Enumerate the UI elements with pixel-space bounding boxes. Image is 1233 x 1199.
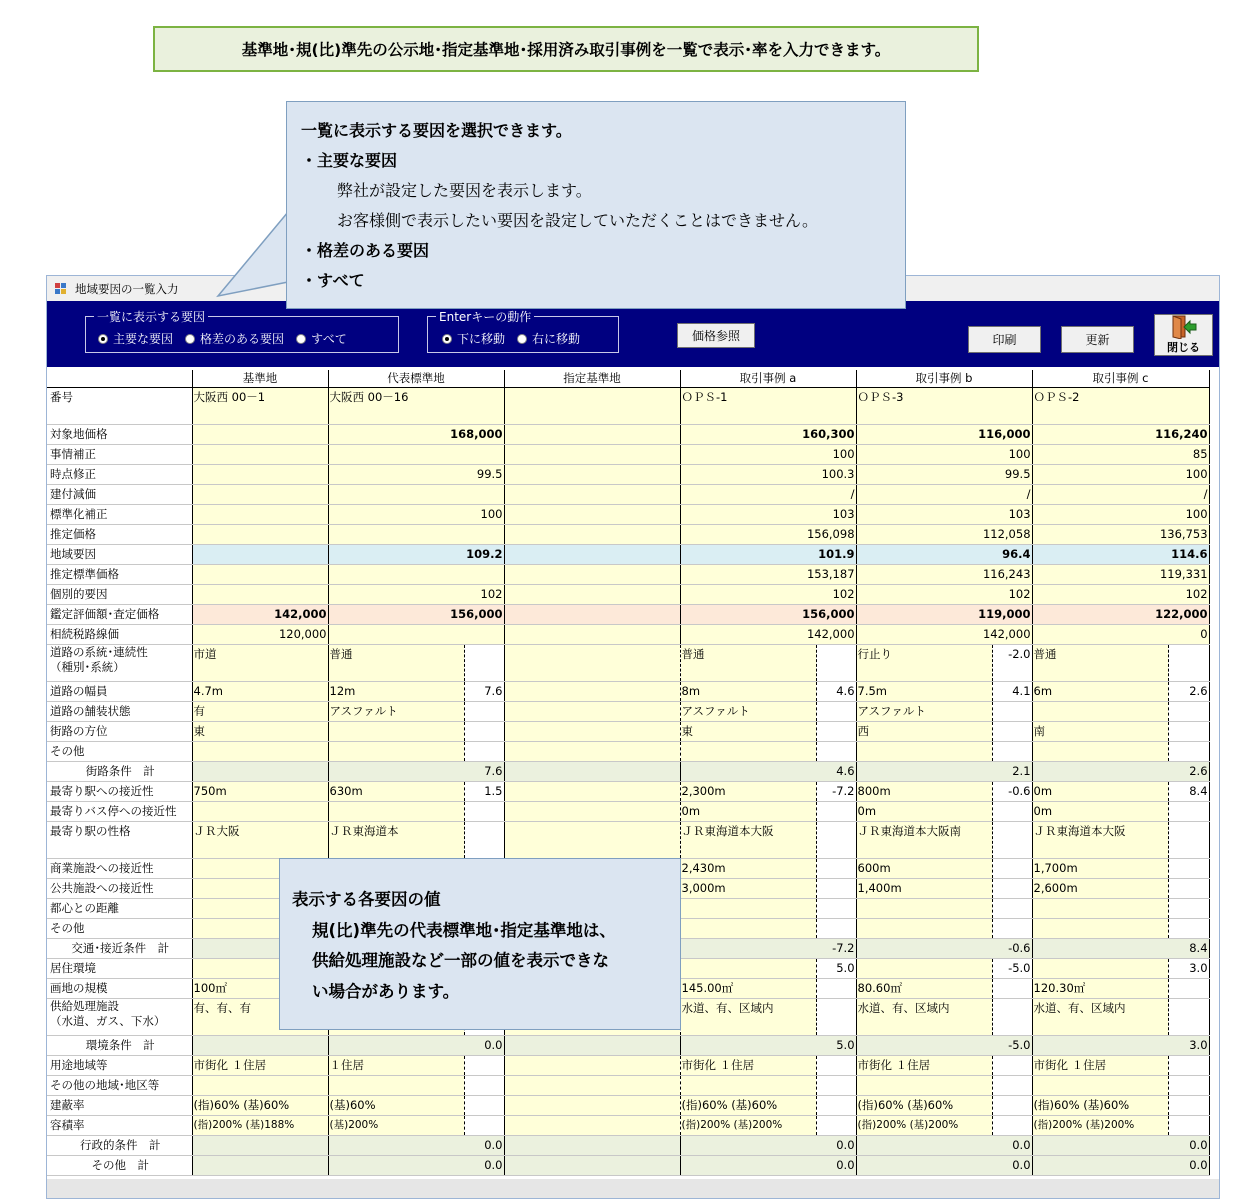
row-label: 都心との距離 xyxy=(47,899,192,919)
row-label: 交通･接近条件 計 xyxy=(47,939,192,959)
enter-key-label: Enterキーの動作 xyxy=(436,308,534,325)
rate-cell[interactable]: 1.5 xyxy=(464,782,504,802)
col-header: 代表標準地 xyxy=(328,370,504,388)
cell[interactable]: 100 xyxy=(1032,505,1209,525)
total-cell: 0.0 xyxy=(328,1136,504,1156)
cell[interactable]: 102 xyxy=(328,585,504,605)
cell[interactable]: 116,000 xyxy=(856,425,1032,445)
row-label: 道路の系統･連続性 （種別･系統） xyxy=(47,645,192,682)
table-row xyxy=(47,525,1209,545)
cell[interactable]: 96.4 xyxy=(856,545,1032,565)
rate-cell[interactable]: 4.6 xyxy=(816,682,856,702)
total-cell: 0.0 xyxy=(1032,1156,1209,1176)
factor-select-callout xyxy=(286,101,906,309)
cell[interactable]: アスファルト xyxy=(328,702,464,722)
cell[interactable]: ＯＰＳ-1 xyxy=(680,388,856,425)
cell[interactable]: ＪＲ東海道本大阪南 xyxy=(856,822,992,859)
table-row xyxy=(47,702,1209,722)
table-row xyxy=(47,1036,1209,1056)
rate-cell[interactable] xyxy=(1168,645,1209,682)
cell[interactable]: 153,187 xyxy=(680,565,856,585)
cell[interactable]: 120,000 xyxy=(192,625,328,645)
cell[interactable]: 80.60㎡ xyxy=(856,979,992,999)
window xyxy=(46,275,1220,1199)
total-cell: -0.6 xyxy=(856,939,1032,959)
callout-line: お客様側で表示したい要因を設定していただくことはできません。 xyxy=(337,211,818,230)
cell[interactable]: アスファルト xyxy=(680,702,816,722)
table-row xyxy=(47,545,1209,565)
total-cell: 3.0 xyxy=(1032,1036,1209,1056)
cell[interactable]: ＪＲ東海道本 xyxy=(328,822,464,859)
total-cell: 4.6 xyxy=(680,762,856,782)
factor-display-label: 一覧に表示する要因 xyxy=(94,308,208,325)
rate-cell[interactable]: -5.0 xyxy=(992,959,1032,979)
radio-empty-icon xyxy=(296,334,306,344)
close-button[interactable] xyxy=(1154,314,1213,356)
rate-cell[interactable]: -0.6 xyxy=(992,782,1032,802)
callout-line: 弊社が設定した要因を表示します。 xyxy=(337,181,592,200)
cell[interactable]: 0m xyxy=(1032,802,1168,822)
cell[interactable]: 0 xyxy=(1032,625,1209,645)
values-callout xyxy=(279,858,681,1030)
table-row xyxy=(47,445,1209,465)
rate-cell[interactable] xyxy=(464,645,504,682)
cell[interactable]: 136,753 xyxy=(1032,525,1209,545)
cell[interactable]: 101.9 xyxy=(680,545,856,565)
cell[interactable]: 4.7m xyxy=(192,682,328,702)
radio-all-factors[interactable]: すべて xyxy=(296,330,347,347)
table-row xyxy=(47,1056,1209,1076)
cell[interactable]: 西 xyxy=(856,722,992,742)
cell[interactable]: 1,400m xyxy=(856,879,992,899)
table-row xyxy=(47,682,1209,702)
table-row xyxy=(47,485,1209,505)
total-cell: 0.0 xyxy=(1032,1136,1209,1156)
cell[interactable]: 109.2 xyxy=(328,545,504,565)
rate-cell[interactable]: 4.1 xyxy=(992,682,1032,702)
row-label: その他 xyxy=(47,742,192,762)
table-row xyxy=(47,585,1209,605)
cell[interactable]: 市街化 １住居 xyxy=(856,1056,992,1076)
cell[interactable]: (指)60% (基)60% xyxy=(680,1096,816,1116)
cell[interactable]: 0m xyxy=(1032,782,1168,802)
total-cell: 0.0 xyxy=(328,1156,504,1176)
cell[interactable]: 142,000 xyxy=(856,625,1032,645)
row-label: 建付減価 xyxy=(47,485,192,505)
cell[interactable]: (基)200% xyxy=(328,1116,464,1136)
total-cell: 2.6 xyxy=(1032,762,1209,782)
cell[interactable]: 142,000 xyxy=(680,625,856,645)
total-cell: 2.1 xyxy=(856,762,1032,782)
cell[interactable]: 120.30㎡ xyxy=(1032,979,1168,999)
print-button[interactable]: 印刷 xyxy=(968,326,1041,353)
cell[interactable]: 3,000m xyxy=(680,879,816,899)
table-row xyxy=(47,505,1209,525)
cell[interactable]: 2,300m xyxy=(680,782,816,802)
row-label: 相続税路線価 xyxy=(47,625,192,645)
table-row xyxy=(47,1096,1209,1116)
row-label: 街路の方位 xyxy=(47,722,192,742)
cell[interactable]: 99.5 xyxy=(328,465,504,485)
cell[interactable]: 102 xyxy=(1032,585,1209,605)
table-row xyxy=(47,645,1209,682)
grid-header-row xyxy=(47,370,1209,388)
cell[interactable]: 85 xyxy=(1032,445,1209,465)
cell[interactable]: 水道、有、区域内 xyxy=(856,999,992,1036)
callout-line: い場合があります。 xyxy=(312,981,460,1001)
cell[interactable]: 普通 xyxy=(680,645,816,682)
cell[interactable]: 142,000 xyxy=(192,605,328,625)
table-row xyxy=(47,465,1209,485)
cell[interactable]: 103 xyxy=(680,505,856,525)
table-row xyxy=(47,722,1209,742)
cell[interactable]: 水道、有、区域内 xyxy=(1032,999,1168,1036)
cell[interactable]: 103 xyxy=(856,505,1032,525)
cell[interactable]: 東 xyxy=(192,722,328,742)
horizontal-scrollbar[interactable] xyxy=(47,1179,1219,1199)
cell[interactable]: 普通 xyxy=(328,645,464,682)
callout-line: 一覧に表示する要因を選択できます。 xyxy=(301,121,572,140)
cell[interactable]: 102 xyxy=(680,585,856,605)
cell[interactable]: 大阪西 00－16 xyxy=(328,388,504,425)
row-label: 用途地域等 xyxy=(47,1056,192,1076)
cell[interactable]: 100.3 xyxy=(680,465,856,485)
cell[interactable]: 6m xyxy=(1032,682,1168,702)
close-label: 閉じる xyxy=(1167,341,1200,354)
row-label: 標準化補正 xyxy=(47,505,192,525)
row-label: 道路の幅員 xyxy=(47,682,192,702)
row-label: 商業施設への接近性 xyxy=(47,859,192,879)
cell[interactable] xyxy=(192,425,328,445)
cell[interactable]: アスファルト xyxy=(856,702,992,722)
cell[interactable]: 116,240 xyxy=(1032,425,1209,445)
cell[interactable]: 0m xyxy=(680,802,816,822)
app-icon xyxy=(55,283,67,295)
factor-display-group xyxy=(85,310,399,353)
cell[interactable]: 114.6 xyxy=(1032,545,1209,565)
rate-cell[interactable]: 5.0 xyxy=(816,959,856,979)
row-label: 最寄り駅への接近性 xyxy=(47,782,192,802)
row-label: 道路の舗装状態 xyxy=(47,702,192,722)
cell[interactable]: / xyxy=(1032,485,1209,505)
cell[interactable]: 有、有、有 xyxy=(192,999,328,1036)
callout-line: 供給処理施設など一部の値を表示できな xyxy=(312,951,609,970)
radio-empty-icon xyxy=(185,334,195,344)
enter-key-group xyxy=(427,310,619,353)
radio-selected-icon xyxy=(98,334,108,344)
cell[interactable]: 168,000 xyxy=(328,425,504,445)
cell[interactable]: 156,098 xyxy=(680,525,856,545)
row-label: 地域要因 xyxy=(47,545,192,565)
rate-cell[interactable]: -2.0 xyxy=(992,645,1032,682)
callout-line: ・すべて xyxy=(301,271,365,290)
cell[interactable]: 市街化 １住居 xyxy=(192,1056,328,1076)
cell[interactable] xyxy=(504,425,680,445)
cell[interactable]: (指)200% (基)200% xyxy=(856,1116,992,1136)
table-row xyxy=(47,1076,1209,1096)
cell[interactable]: 1,700m xyxy=(1032,859,1168,879)
cell[interactable]: 122,000 xyxy=(1032,605,1209,625)
rate-cell[interactable]: 7.6 xyxy=(464,682,504,702)
callout-line: 表示する各要因の値 xyxy=(292,890,441,909)
cell[interactable]: 160,300 xyxy=(680,425,856,445)
radio-selected-icon xyxy=(442,334,452,344)
cell[interactable]: 100 xyxy=(328,505,504,525)
cell[interactable]: 600m xyxy=(856,859,992,879)
cell[interactable]: (指)60% (基)60% xyxy=(192,1096,328,1116)
cell[interactable]: 100 xyxy=(680,445,856,465)
cell[interactable]: 2,430m xyxy=(680,859,816,879)
cell[interactable]: 南 xyxy=(1032,722,1168,742)
cell[interactable]: ＯＰＳ-3 xyxy=(856,388,1032,425)
table-row xyxy=(47,782,1209,802)
table-row xyxy=(47,762,1209,782)
update-button[interactable]: 更新 xyxy=(1061,326,1134,353)
col-header: 取引事例 b xyxy=(856,370,1032,388)
row-label: 街路条件 計 xyxy=(47,762,192,782)
cell[interactable]: / xyxy=(680,485,856,505)
cell[interactable]: 630m xyxy=(328,782,464,802)
total-cell: 8.4 xyxy=(1032,939,1209,959)
callout-line: 規(比)準先の代表標準地･指定基準地は、 xyxy=(312,920,616,940)
cell[interactable]: (基)60% xyxy=(328,1096,464,1116)
cell[interactable]: 800m xyxy=(856,782,992,802)
rate-cell[interactable] xyxy=(816,645,856,682)
cell[interactable]: 119,331 xyxy=(1032,565,1209,585)
cell[interactable]: 100 xyxy=(856,445,1032,465)
row-label: 個別的要因 xyxy=(47,585,192,605)
cell[interactable]: 7.5m xyxy=(856,682,992,702)
rate-cell[interactable]: 3.0 xyxy=(1168,959,1209,979)
rate-cell[interactable]: -7.2 xyxy=(816,782,856,802)
row-label: 居住環境 xyxy=(47,959,192,979)
rate-cell[interactable]: 2.6 xyxy=(1168,682,1209,702)
cell[interactable]: 市街化 １住居 xyxy=(680,1056,816,1076)
cell[interactable]: 99.5 xyxy=(856,465,1032,485)
row-label: 最寄りバス停への接近性 xyxy=(47,802,192,822)
col-header: 指定基準地 xyxy=(504,370,680,388)
cell[interactable]: 750m xyxy=(192,782,328,802)
cell[interactable]: / xyxy=(856,485,1032,505)
cell[interactable]: ＪＲ東海道本大阪 xyxy=(1032,822,1168,859)
table-row xyxy=(47,822,1209,859)
cell[interactable]: ＯＰＳ-2 xyxy=(1032,388,1209,425)
cell[interactable]: 市街化 １住居 xyxy=(1032,1056,1168,1076)
cell[interactable]: 156,000 xyxy=(328,605,504,625)
col-header: 取引事例 c xyxy=(1032,370,1209,388)
row-label: 推定標準価格 xyxy=(47,565,192,585)
callout-line: ・主要な要因 xyxy=(301,151,398,170)
table-row xyxy=(47,388,1209,425)
total-cell: 0.0 xyxy=(856,1156,1032,1176)
cell[interactable]: 12m xyxy=(328,682,464,702)
info-banner: 基準地･規(比)準先の公示地･指定基準地･採用済み取引事例を一覧で表示･率を入力できます。 xyxy=(153,26,979,72)
cell[interactable]: 東 xyxy=(680,722,816,742)
cell[interactable]: 大阪西 00－1 xyxy=(192,388,328,425)
price-reference-button[interactable]: 価格参照 xyxy=(677,323,755,348)
cell[interactable]: (指)200% (基)200% xyxy=(680,1116,816,1136)
cell[interactable]: 100㎡ xyxy=(192,979,328,999)
row-label: 最寄り駅の性格 xyxy=(47,822,192,859)
factor-grid xyxy=(47,370,1210,1176)
cell[interactable]: 市道 xyxy=(192,645,328,682)
cell[interactable]: 普通 xyxy=(1032,645,1168,682)
cell[interactable]: 行止り xyxy=(856,645,992,682)
exit-door-icon xyxy=(1171,315,1197,339)
rate-cell[interactable]: 8.4 xyxy=(1168,782,1209,802)
cell[interactable]: (指)60% (基)60% xyxy=(1032,1096,1168,1116)
cell[interactable]: １住居 xyxy=(328,1056,464,1076)
col-header: 基準地 xyxy=(192,370,328,388)
row-label: 容積率 xyxy=(47,1116,192,1136)
row-label: 時点修正 xyxy=(47,465,192,485)
col-header: 取引事例 a xyxy=(680,370,856,388)
row-label: 公共施設への接近性 xyxy=(47,879,192,899)
radio-move-down[interactable]: 下に移動 xyxy=(442,330,505,347)
row-label: 鑑定評価額･査定価格 xyxy=(47,605,192,625)
row-label: 推定価格 xyxy=(47,525,192,545)
radio-empty-icon xyxy=(517,334,527,344)
callout-tail xyxy=(214,212,294,300)
row-label: その他の地域･地区等 xyxy=(47,1076,192,1096)
cell[interactable]: 2,600m xyxy=(1032,879,1168,899)
row-label: 事情補正 xyxy=(47,445,192,465)
table-row xyxy=(47,802,1209,822)
table-row xyxy=(47,742,1209,762)
cell[interactable]: 8m xyxy=(680,682,816,702)
table-row xyxy=(47,425,1209,445)
cell[interactable]: ＪＲ大阪 xyxy=(192,822,328,859)
cell[interactable]: 100 xyxy=(1032,465,1209,485)
radio-main-factors[interactable]: 主要な要因 xyxy=(98,330,173,347)
cell[interactable]: 119,000 xyxy=(856,605,1032,625)
cell[interactable]: 有 xyxy=(192,702,328,722)
row-label: その他 xyxy=(47,919,192,939)
total-cell: 7.6 xyxy=(328,762,504,782)
row-label: 画地の規模 xyxy=(47,979,192,999)
cell[interactable]: ＪＲ東海道本大阪 xyxy=(680,822,816,859)
cell[interactable]: (指)60% (基)60% xyxy=(856,1096,992,1116)
cell[interactable]: (指)200% (基)188% xyxy=(192,1116,328,1136)
table-row xyxy=(47,1136,1209,1156)
total-cell: 0.0 xyxy=(856,1136,1032,1156)
toolbar xyxy=(47,301,1219,367)
total-cell: 5.0 xyxy=(680,1036,856,1056)
callout-line: ・格差のある要因 xyxy=(301,241,430,260)
row-label: 環境条件 計 xyxy=(47,1036,192,1056)
cell[interactable]: 112,058 xyxy=(856,525,1032,545)
cell[interactable]: 156,000 xyxy=(680,605,856,625)
radio-diff-factors[interactable]: 格差のある要因 xyxy=(185,330,284,347)
row-label: その他 計 xyxy=(47,1156,192,1176)
total-cell: 0.0 xyxy=(680,1136,856,1156)
cell[interactable]: 102 xyxy=(856,585,1032,605)
row-label: 供給処理施設 （水道、ガス、下水） xyxy=(47,999,192,1036)
cell[interactable]: 145.00㎡ xyxy=(680,979,816,999)
cell[interactable]: (指)200% (基)200% xyxy=(1032,1116,1168,1136)
cell[interactable] xyxy=(504,388,680,425)
row-label: 対象地価格 xyxy=(47,425,192,445)
radio-move-right[interactable]: 右に移動 xyxy=(517,330,580,347)
row-label: 番号 xyxy=(47,388,192,425)
table-row xyxy=(47,605,1209,625)
table-row xyxy=(47,1116,1209,1136)
total-cell: -7.2 xyxy=(680,939,856,959)
table-row xyxy=(47,625,1209,645)
cell[interactable]: 水道、有、区域内 xyxy=(680,999,816,1036)
cell[interactable]: 116,243 xyxy=(856,565,1032,585)
cell[interactable]: 0m xyxy=(856,802,992,822)
window-title: 地域要因の一覧入力 xyxy=(75,281,179,296)
table-row xyxy=(47,565,1209,585)
row-label: 行政的条件 計 xyxy=(47,1136,192,1156)
total-cell: 0.0 xyxy=(680,1156,856,1176)
row-label: 建蔽率 xyxy=(47,1096,192,1116)
total-cell: 0.0 xyxy=(328,1036,504,1056)
total-cell: -5.0 xyxy=(856,1036,1032,1056)
table-row xyxy=(47,1156,1209,1176)
